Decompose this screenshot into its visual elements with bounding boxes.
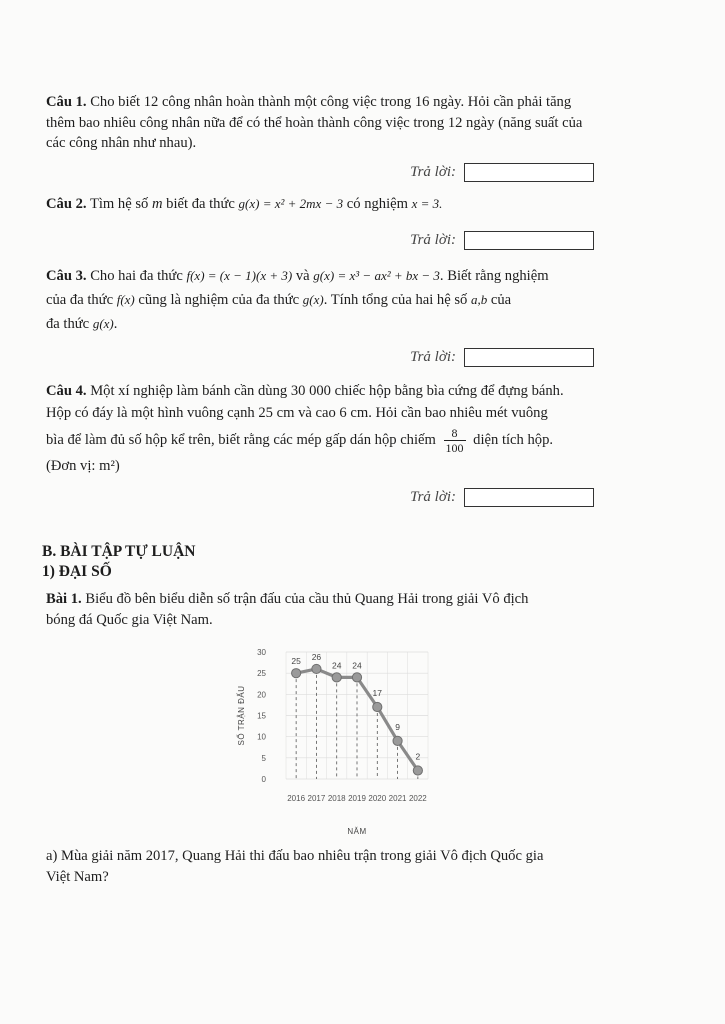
math-expression-g: g(x) = x² + 2mx − 3 <box>238 196 344 211</box>
answer-label: Trả lời: <box>410 164 456 180</box>
x-tick-label: 2020 <box>368 794 387 803</box>
data-label: 24 <box>331 660 342 671</box>
data-label: 2 <box>415 751 421 762</box>
question-2 <box>46 194 602 215</box>
answer-box-2[interactable] <box>464 231 594 250</box>
math-var-m: m <box>151 196 163 212</box>
fraction-denominator: 100 <box>445 441 464 455</box>
sub-question-a-line-1: a) Mùa giải năm 2017, Quang Hải thi đấu bao nhiêu trận trong giải Vô địch Quốc gia <box>46 848 544 864</box>
question-1-line-1: Cho biết 12 công nhân hoàn thành một công việc trong 16 ngày. Hỏi cần phải tăng <box>90 94 572 110</box>
y-tick-label: 5 <box>261 753 266 763</box>
question-4-line-2: Hộp có đáy là một hình vuông cạnh 25 cm và cao 6 cm. Hỏi cần bao nhiêu mét vuông <box>46 405 548 421</box>
x-tick-label: 2018 <box>327 794 346 803</box>
x-tick-label: 2021 <box>388 794 407 803</box>
question-4-line-3: bìa để làm đủ số hộp kể trên, biết rằng các mép gấp dán hộp chiếm <box>46 431 436 448</box>
data-point <box>312 664 321 673</box>
x-tick-label: 2019 <box>348 794 366 803</box>
question-3-text: . <box>113 316 118 332</box>
question-3-text: cũng là nghiệm của đa thức <box>138 292 300 308</box>
data-point <box>292 669 301 678</box>
question-2-label: Câu 2. <box>46 196 87 212</box>
fraction <box>444 426 466 455</box>
data-point <box>393 736 402 745</box>
question-3 <box>46 264 602 336</box>
answer-label: Trả lời: <box>410 349 456 365</box>
y-tick-label: 10 <box>257 732 266 742</box>
question-3-text: của đa thức <box>46 292 114 308</box>
y-tick-label: 25 <box>257 669 266 679</box>
math-expression-f: f(x) = (x − 1)(x + 3) <box>186 268 293 283</box>
question-3-text: của <box>490 292 512 308</box>
question-1-line-2: thêm bao nhiêu công nhân nữa để có thể hoàn thành công việc trong 12 ngày (năng suất của <box>46 114 583 131</box>
question-3-text: Cho hai đa thức <box>90 268 183 284</box>
data-point <box>332 673 341 682</box>
section-heading-b: B. BÀI TẬP TỰ LUẬN <box>42 543 196 560</box>
question-1-line-3: các công nhân như nhau). <box>46 135 197 151</box>
question-3-text: và <box>295 268 310 284</box>
question-3-text: đa thức <box>46 316 90 332</box>
answer-box-4[interactable] <box>464 488 594 507</box>
y-tick-label: 15 <box>257 711 266 721</box>
exercise-1-line-1: Biểu đồ bên biểu diễn số trận đấu của cầu thủ Quang Hải trong giải Vô địch <box>85 591 529 607</box>
y-tick-label: 30 <box>257 648 266 657</box>
y-tick-label: 0 <box>261 775 266 784</box>
data-label: 17 <box>372 688 383 699</box>
data-label: 25 <box>291 656 301 667</box>
y-axis-label: SỐ TRẬN ĐẤU <box>237 685 246 746</box>
question-1-label: Câu 1. <box>46 94 87 110</box>
math-g: g(x) <box>92 316 114 331</box>
data-point <box>373 702 382 711</box>
question-4-line-1: Một xí nghiệp làm bánh cần dùng 30 000 chiếc hộp bằng bìa cứng để đựng bánh. <box>90 383 564 399</box>
math-coefficients: a,b <box>470 292 488 307</box>
answer-row-1 <box>330 162 594 182</box>
math-root: x = 3. <box>411 196 443 211</box>
answer-box-3[interactable] <box>464 348 594 367</box>
question-3-label: Câu 3. <box>46 268 87 284</box>
answer-box-1[interactable] <box>464 163 594 182</box>
question-4-line-3-end: diện tích hộp. <box>473 431 554 448</box>
answer-row-2 <box>330 230 594 250</box>
fraction-numerator: 8 <box>444 426 466 441</box>
question-3-text: . Tính tổng của hai hệ số <box>323 292 468 308</box>
answer-label: Trả lời: <box>410 489 456 505</box>
question-4-label: Câu 4. <box>46 383 87 399</box>
data-label: 24 <box>352 660 362 671</box>
x-tick-label: 2016 <box>287 794 306 803</box>
exercise-1-label: Bài 1. <box>46 591 82 607</box>
x-axis-label: NĂM <box>347 827 367 836</box>
math-f: f(x) <box>116 292 135 307</box>
sub-question-a-line-2: Việt Nam? <box>46 868 109 885</box>
question-1 <box>46 92 602 154</box>
exercise-1 <box>46 589 602 630</box>
data-label: 26 <box>311 651 322 662</box>
data-point <box>352 673 361 682</box>
matches-line-chart <box>232 638 436 838</box>
question-2-text: biết đa thức <box>166 196 235 212</box>
answer-row-4 <box>330 487 594 507</box>
sub-question-a <box>46 846 602 887</box>
x-tick-label: 2017 <box>307 794 326 803</box>
question-2-text: Tìm hệ số <box>89 196 149 212</box>
question-4-line-4: (Đơn vị: m²) <box>46 458 120 474</box>
data-point <box>413 766 422 775</box>
x-tick-label: 2022 <box>408 794 427 803</box>
math-g: g(x) <box>302 292 324 307</box>
question-2-text: có nghiệm <box>346 196 408 212</box>
exercise-1-line-2: bóng đá Quốc gia Việt Nam. <box>46 611 213 628</box>
question-4 <box>46 380 602 477</box>
y-tick-label: 20 <box>257 690 266 700</box>
section-heading-algebra: 1) ĐẠI SỐ <box>42 563 112 580</box>
answer-label: Trả lời: <box>410 232 456 248</box>
answer-row-3 <box>330 347 594 367</box>
question-3-text: . Biết rằng nghiệm <box>439 268 549 284</box>
math-expression-g: g(x) = x³ − ax² + bx − 3 <box>313 268 440 283</box>
data-label: 9 <box>395 721 400 732</box>
